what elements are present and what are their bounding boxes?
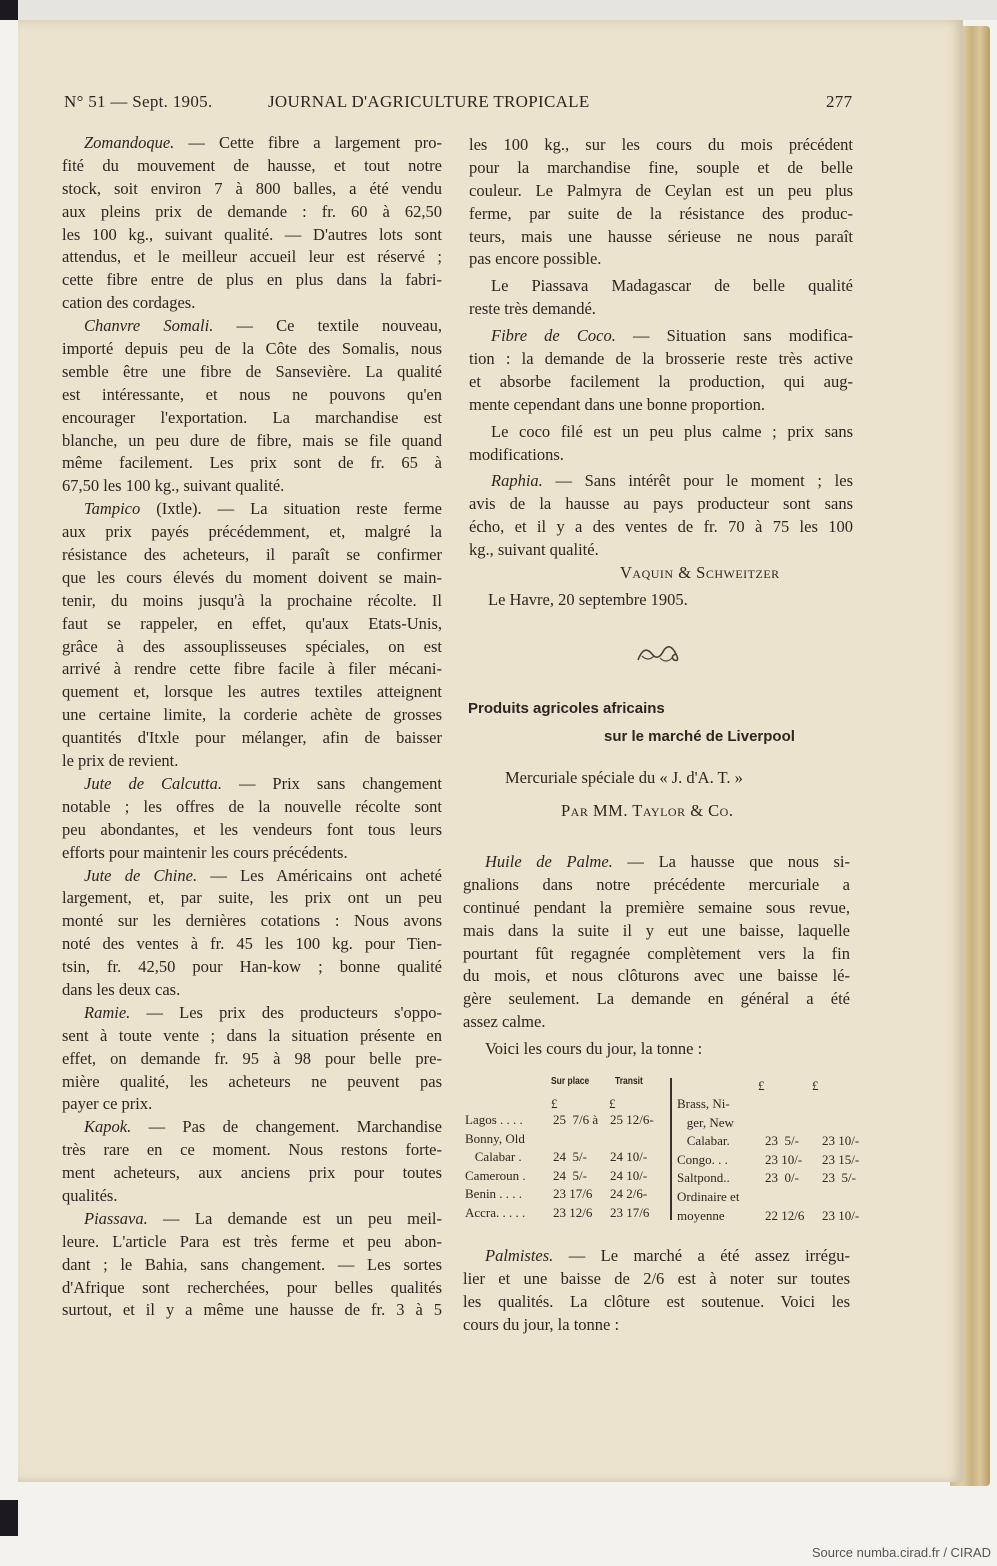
text-line bbox=[62, 1299, 442, 1322]
line-text: blanche, un peu dure de fibre, mais se file quand bbox=[62, 430, 442, 450]
line-text: une certaine limite, la corderie achète de grosses bbox=[62, 705, 442, 725]
line-text: cette fibre entre de plus en plus dans la fabri- bbox=[62, 270, 442, 290]
paragraph bbox=[62, 1208, 442, 1322]
line-text: Voici les cours du jour, la tonne : bbox=[485, 1039, 703, 1059]
table-cell-name: Ordinaire et bbox=[677, 1189, 740, 1204]
line-text: gère seulement. La demande en général a été bbox=[463, 989, 850, 1009]
line-text: et absorbe facilement la production, qui aug- bbox=[469, 371, 853, 391]
line-text: — Ce textile nouveau, bbox=[213, 316, 443, 336]
source-caption: Source numba.cirad.fr / CIRAD bbox=[811, 1545, 991, 1560]
table-cell-sur-place: 22 12/6 bbox=[765, 1207, 805, 1223]
text-line bbox=[469, 516, 853, 539]
column-header-sur-place: Sur place bbox=[551, 1076, 590, 1087]
scan-edge-mark bbox=[0, 0, 18, 20]
table-cell-transit: 23 10/- bbox=[822, 1207, 860, 1223]
signature: Vaquin & Schweitzer bbox=[620, 563, 780, 582]
table-cell-name: Benin . . . . bbox=[465, 1186, 523, 1202]
line-text: le prix de revient. bbox=[62, 751, 179, 771]
table-cell-sur-place: 24 5/- bbox=[553, 1149, 587, 1165]
text-line bbox=[62, 933, 442, 956]
article-body-continued bbox=[463, 1245, 850, 1341]
currency-header: £ bbox=[551, 1096, 558, 1111]
paragraph-lead: Huile de Palme. bbox=[485, 852, 613, 871]
paragraph-lead: Palmistes. bbox=[485, 1246, 554, 1265]
page-number: 277 bbox=[826, 92, 853, 111]
text-line bbox=[62, 842, 442, 865]
line-text: stock, soit environ 7 à 800 balles, a été vendu bbox=[62, 178, 442, 198]
line-text: pas encore possible. bbox=[469, 249, 602, 269]
table-cell-transit: 23 15/- bbox=[822, 1151, 860, 1167]
issue-date: N° 51 — Sept. 1905. bbox=[64, 92, 213, 111]
paragraph bbox=[62, 315, 442, 498]
text-line bbox=[463, 920, 850, 943]
line-text: assez calme. bbox=[463, 1012, 546, 1032]
text-line bbox=[469, 134, 853, 157]
text-line bbox=[469, 180, 853, 203]
line-text: arrivé à rendre cette fibre facile à filer mécani- bbox=[62, 659, 442, 679]
text-line bbox=[62, 613, 442, 636]
text-line bbox=[62, 521, 442, 544]
text-line bbox=[62, 773, 442, 796]
table-cell-name: Calabar. bbox=[677, 1133, 730, 1149]
paragraph bbox=[62, 132, 442, 315]
table-cell-name: Accra. . . . . bbox=[465, 1205, 526, 1220]
text-line bbox=[62, 338, 442, 361]
column-header-transit: Transit bbox=[615, 1076, 643, 1087]
line-text: — Cette fibre a largement pro- bbox=[174, 133, 442, 152]
table-cell-transit: 23 17/6 bbox=[610, 1205, 650, 1220]
line-text: sent à toute vente ; dans la situation présente en bbox=[62, 1025, 442, 1045]
text-line bbox=[469, 394, 853, 417]
line-text: — Situation sans modifica- bbox=[615, 326, 853, 346]
table-cell-name: Congo. . . bbox=[677, 1151, 728, 1167]
text-line bbox=[62, 819, 442, 842]
line-text: effet, on demande fr. 95 à 98 pour belle pre- bbox=[62, 1048, 442, 1068]
text-line bbox=[62, 910, 442, 933]
line-text: grâce à des assouplisseuses spéciales, on est bbox=[62, 636, 442, 656]
line-text: encourager l'exportation. La marchandise est bbox=[62, 407, 442, 427]
paragraph-lead: Kapok. bbox=[84, 1117, 132, 1137]
line-text: — Les Américains ont acheté bbox=[197, 865, 443, 885]
line-text: largement, et, par suite, les prix ont un peu bbox=[62, 888, 442, 908]
text-line bbox=[62, 865, 442, 888]
line-text: peu abondantes, et les vendeurs font tous leurs bbox=[62, 819, 442, 839]
paragraph bbox=[469, 134, 853, 271]
article-heading-line2: sur le marché de Liverpool bbox=[604, 728, 795, 745]
paragraph-lead: Jute de Chine. bbox=[84, 865, 198, 885]
text-line bbox=[463, 988, 850, 1011]
text-line bbox=[62, 1093, 442, 1116]
line-text: pour la marchandise fine, souple et de belle bbox=[469, 157, 853, 177]
text-line bbox=[62, 590, 442, 613]
left-column bbox=[62, 132, 442, 1322]
text-line bbox=[62, 979, 442, 1002]
text-line bbox=[62, 1254, 442, 1277]
paragraph bbox=[62, 1002, 442, 1116]
text-line bbox=[463, 965, 850, 988]
line-text: notable ; les offres de la nouvelle récolte sont bbox=[62, 796, 442, 816]
text-line bbox=[62, 1139, 442, 1162]
paragraph bbox=[62, 773, 442, 865]
text-line bbox=[62, 750, 442, 773]
line-text: leure. L'article Para est très ferme et peu abon- bbox=[62, 1231, 442, 1251]
table-cell-name: Brass, Ni- bbox=[677, 1096, 730, 1111]
text-line bbox=[62, 407, 442, 430]
line-text: — Le marché a été assez irrégu- bbox=[553, 1246, 850, 1265]
table-cell-name: Cameroun . bbox=[465, 1167, 526, 1183]
table-cell-name: Lagos . . . . bbox=[465, 1112, 523, 1127]
paragraph bbox=[469, 325, 853, 417]
text-line bbox=[469, 275, 853, 298]
text-line bbox=[469, 248, 853, 271]
currency-header: £ bbox=[812, 1078, 819, 1093]
text-line bbox=[62, 1025, 442, 1048]
paragraph bbox=[469, 421, 853, 467]
text-line bbox=[62, 1185, 442, 1208]
text-line bbox=[62, 475, 442, 498]
text-line bbox=[463, 943, 850, 966]
text-line bbox=[463, 1011, 850, 1034]
text-line bbox=[62, 430, 442, 453]
text-line bbox=[62, 727, 442, 750]
line-text: mente cependant dans une bonne proportion. bbox=[469, 394, 765, 414]
line-text: tenir, du moins jusqu'à la prochaine récolte. Il bbox=[62, 590, 442, 610]
line-text: avis de la hausse au pays producteur sont sans bbox=[469, 494, 853, 514]
line-text: tsin, fr. 42,50 pour Han-kow ; bonne qualité bbox=[62, 957, 442, 977]
line-text: — La demande est un peu meil- bbox=[147, 1208, 442, 1228]
article-body bbox=[463, 851, 850, 1065]
text-line bbox=[62, 681, 442, 704]
line-text: gnalions dans notre précédente mercuriale a bbox=[463, 874, 850, 894]
line-text: payer ce prix. bbox=[62, 1094, 153, 1114]
line-text: est intéressante, et nous ne pouvons qu'en bbox=[62, 384, 442, 404]
text-line bbox=[463, 851, 850, 874]
table-cell-transit: 24 2/6- bbox=[610, 1186, 648, 1202]
line-text: les 100 kg., suivant qualité. — D'autres lots sont bbox=[62, 224, 442, 244]
line-text: — Les prix des producteurs s'oppo- bbox=[130, 1002, 442, 1022]
text-line bbox=[62, 361, 442, 384]
line-text: quantités d'Itxle pour mélanger, afin de baisser bbox=[62, 728, 442, 748]
article-heading: Produits agricoles africains bbox=[468, 700, 665, 717]
scan-edge-mark bbox=[0, 1500, 18, 1536]
text-line bbox=[62, 269, 442, 292]
line-text: très rare en ce moment. Nous restons forte- bbox=[62, 1140, 442, 1160]
line-text: (Ixtle). — La situation reste ferme bbox=[140, 499, 442, 519]
text-line bbox=[463, 874, 850, 897]
text-line bbox=[62, 498, 442, 521]
text-line bbox=[469, 157, 853, 180]
paragraph-lead: Tampico bbox=[84, 499, 141, 519]
text-line bbox=[62, 292, 442, 315]
paragraph-lead: Jute de Calcutta. bbox=[84, 773, 222, 793]
text-line bbox=[62, 1116, 442, 1139]
table-cell-name: Saltpond.. bbox=[677, 1170, 730, 1186]
line-text: — Prix sans changement bbox=[221, 773, 442, 793]
line-text: — Pas de changement. Marchandise bbox=[131, 1117, 442, 1137]
text-line bbox=[469, 493, 853, 516]
line-text: teurs, mais une hausse sérieuse ne nous paraît bbox=[469, 226, 853, 246]
line-text: que les cours élevés du moment doivent se main- bbox=[62, 567, 442, 587]
text-line bbox=[469, 470, 853, 493]
text-line bbox=[469, 325, 853, 348]
table-cell-sur-place: 23 10/- bbox=[765, 1151, 803, 1167]
journal-title: JOURNAL D'AGRICULTURE TROPICALE bbox=[268, 92, 590, 111]
line-text: dant ; le Bahia, sans changement. — Les sortes bbox=[62, 1254, 442, 1274]
paragraph bbox=[463, 1038, 850, 1061]
currency-header: £ bbox=[758, 1078, 765, 1093]
text-line bbox=[62, 704, 442, 727]
text-line bbox=[62, 658, 442, 681]
line-text: continué pendant la première semaine sous revue, bbox=[463, 897, 850, 917]
price-table bbox=[463, 1076, 860, 1226]
dateline: Le Havre, 20 septembre 1905. bbox=[488, 590, 688, 609]
text-line bbox=[463, 1245, 850, 1268]
line-text: couleur. Le Palmyra de Ceylan est un peu plus bbox=[469, 180, 853, 200]
paragraph-lead: Fibre de Coco. bbox=[491, 326, 616, 346]
line-text: mais dans la suite il y eut une baisse, laquelle bbox=[463, 920, 850, 940]
line-text: cours du jour, la tonne : bbox=[463, 1314, 620, 1334]
line-text: résistance des acheteurs, il paraît se confirmer bbox=[62, 545, 442, 565]
article-byline: Par MM. Taylor & Co. bbox=[561, 801, 734, 820]
text-line bbox=[62, 1048, 442, 1071]
table-cell-name: Calabar . bbox=[465, 1149, 522, 1165]
table-cell-sur-place: 24 5/- bbox=[553, 1167, 587, 1183]
text-line bbox=[469, 203, 853, 226]
line-text: efforts pour maintenir les cours précédents. bbox=[62, 842, 348, 862]
ornament-icon bbox=[636, 642, 684, 666]
paragraph bbox=[469, 470, 853, 562]
table-cell-sur-place: 23 12/6 bbox=[553, 1205, 593, 1220]
line-text: reste très demandé. bbox=[469, 299, 596, 319]
paragraph-lead: Raphia. bbox=[491, 471, 543, 491]
line-text: modifications. bbox=[469, 444, 564, 464]
text-line bbox=[62, 315, 442, 338]
right-column bbox=[469, 134, 853, 566]
line-text: — La hausse que nous si- bbox=[612, 852, 851, 871]
currency-header: £ bbox=[609, 1096, 616, 1111]
line-text: pourtant fût regagnée complètement vers la fin bbox=[463, 943, 850, 963]
text-line bbox=[62, 1071, 442, 1094]
text-line bbox=[62, 201, 442, 224]
text-line bbox=[469, 298, 853, 321]
text-line bbox=[469, 421, 853, 444]
line-text: quement et, lorsque les autres textiles atteignent bbox=[62, 682, 442, 702]
text-line bbox=[62, 224, 442, 247]
line-text: aux pleins prix de demande : fr. 60 à 62,50 bbox=[62, 201, 442, 221]
text-line bbox=[62, 384, 442, 407]
paragraph-lead: Piassava. bbox=[84, 1208, 148, 1228]
line-text: les qualités. La clôture est soutenue. Voici les bbox=[463, 1291, 850, 1311]
text-line bbox=[62, 452, 442, 475]
line-text: semble être une fibre de Sansevière. La qualité bbox=[62, 361, 442, 381]
line-text: d'Afrique sont recherchées, pour belles qualités bbox=[62, 1277, 442, 1297]
line-text: 67,50 les 100 kg., suivant qualité. bbox=[62, 476, 285, 496]
table-cell-name: Bonny, Old bbox=[465, 1130, 525, 1146]
table-cell-transit: 23 10/- bbox=[822, 1133, 860, 1149]
text-line bbox=[62, 246, 442, 269]
line-text: Le Piassava Madagascar de belle qualité bbox=[491, 276, 853, 296]
line-text: ment acheteurs, aux anciens prix pour toutes bbox=[62, 1163, 442, 1183]
line-text: mière qualité, les acheteurs ne peuvent pas bbox=[62, 1071, 442, 1091]
text-line bbox=[62, 155, 442, 178]
paragraph bbox=[62, 1116, 442, 1208]
text-line bbox=[469, 444, 853, 467]
text-line bbox=[62, 567, 442, 590]
text-line bbox=[62, 1002, 442, 1025]
paragraph bbox=[463, 851, 850, 1034]
line-text: monté sur les dernières cotations : Nous avons bbox=[62, 911, 442, 931]
text-line bbox=[463, 897, 850, 920]
table-cell-name: ger, New bbox=[677, 1114, 734, 1130]
line-text: importé depuis peu de la Côte des Somalis, nous bbox=[62, 339, 442, 359]
text-line bbox=[62, 1162, 442, 1185]
paragraph bbox=[469, 275, 853, 321]
text-line bbox=[463, 1291, 850, 1314]
paragraph-lead: Chanvre Somali. bbox=[84, 316, 214, 336]
text-line bbox=[62, 956, 442, 979]
text-line bbox=[469, 348, 853, 371]
text-line bbox=[62, 544, 442, 567]
text-line bbox=[62, 1231, 442, 1254]
table-cell-sur-place: 23 5/- bbox=[765, 1133, 799, 1149]
line-text: — Sans intérêt pour le moment ; les bbox=[542, 471, 853, 491]
line-text: du mois, et nous clôturons avec une baisse lé- bbox=[463, 966, 850, 986]
line-text: qualités. bbox=[62, 1185, 118, 1205]
scan-border bbox=[0, 0, 997, 20]
line-text: lier et une baisse de 2/6 est à noter sur toutes bbox=[463, 1268, 850, 1288]
line-text: dans les deux cas. bbox=[62, 979, 181, 999]
table-cell-sur-place: 25 7/6 à bbox=[553, 1112, 599, 1127]
line-text: même facilement. Les prix sont de fr. 65 à bbox=[62, 453, 442, 473]
table-cell-name: moyenne bbox=[677, 1207, 725, 1223]
line-text: cation des cordages. bbox=[62, 293, 196, 313]
text-line bbox=[62, 636, 442, 659]
line-text: faut se rappeler, en effet, qu'aux Etats-Unis, bbox=[62, 613, 442, 633]
table-cell-transit: 25 12/6- bbox=[610, 1112, 654, 1127]
line-text: les 100 kg., sur les cours du mois précédent bbox=[469, 135, 853, 154]
line-text: kg., suivant qualité. bbox=[469, 540, 599, 560]
text-line bbox=[62, 887, 442, 910]
article-subtitle: Mercuriale spéciale du « J. d'A. T. » bbox=[505, 768, 743, 787]
text-line bbox=[463, 1314, 850, 1337]
line-text: écho, et il y a des ventes de fr. 70 à 75 les 100 bbox=[469, 517, 853, 537]
line-text: noté des ventes à fr. 45 les 100 kg. pour Tien- bbox=[62, 934, 442, 954]
table-cell-sur-place: 23 0/- bbox=[765, 1170, 799, 1186]
text-line bbox=[469, 539, 853, 562]
line-text: surtout, et il y a même une hausse de fr. 3 à 5 bbox=[62, 1300, 442, 1320]
table-cell-transit: 23 5/- bbox=[822, 1170, 856, 1186]
text-line bbox=[62, 178, 442, 201]
table-cell-transit: 24 10/- bbox=[610, 1149, 648, 1165]
table-cell-transit: 24 10/- bbox=[610, 1167, 648, 1183]
text-line bbox=[62, 1208, 442, 1231]
table-cell-sur-place: 23 17/6 bbox=[553, 1186, 593, 1202]
paragraph bbox=[62, 498, 442, 773]
table-divider bbox=[670, 1078, 672, 1220]
paragraph-lead: Ramie. bbox=[84, 1002, 131, 1022]
text-line bbox=[469, 226, 853, 249]
text-line bbox=[62, 132, 442, 155]
line-text: tion : la demande de la brosserie reste très active bbox=[469, 349, 853, 369]
line-text: ferme, par suite de la résistance des produc- bbox=[469, 203, 853, 223]
text-line bbox=[469, 371, 853, 394]
text-line bbox=[62, 1277, 442, 1300]
paragraph-lead: Zomandoque. bbox=[84, 133, 175, 152]
text-line bbox=[463, 1038, 850, 1061]
paragraph bbox=[463, 1245, 850, 1337]
line-text: attendus, et le meilleur accueil leur est réservé ; bbox=[62, 247, 442, 267]
text-line bbox=[62, 796, 442, 819]
line-text: fité du mouvement de hausse, et tout notre bbox=[62, 155, 442, 175]
text-line bbox=[463, 1268, 850, 1291]
line-text: aux prix payés précédemment, et, malgré la bbox=[62, 522, 442, 542]
line-text: Le coco filé est un peu plus calme ; prix sans bbox=[491, 421, 853, 441]
paragraph bbox=[62, 865, 442, 1002]
